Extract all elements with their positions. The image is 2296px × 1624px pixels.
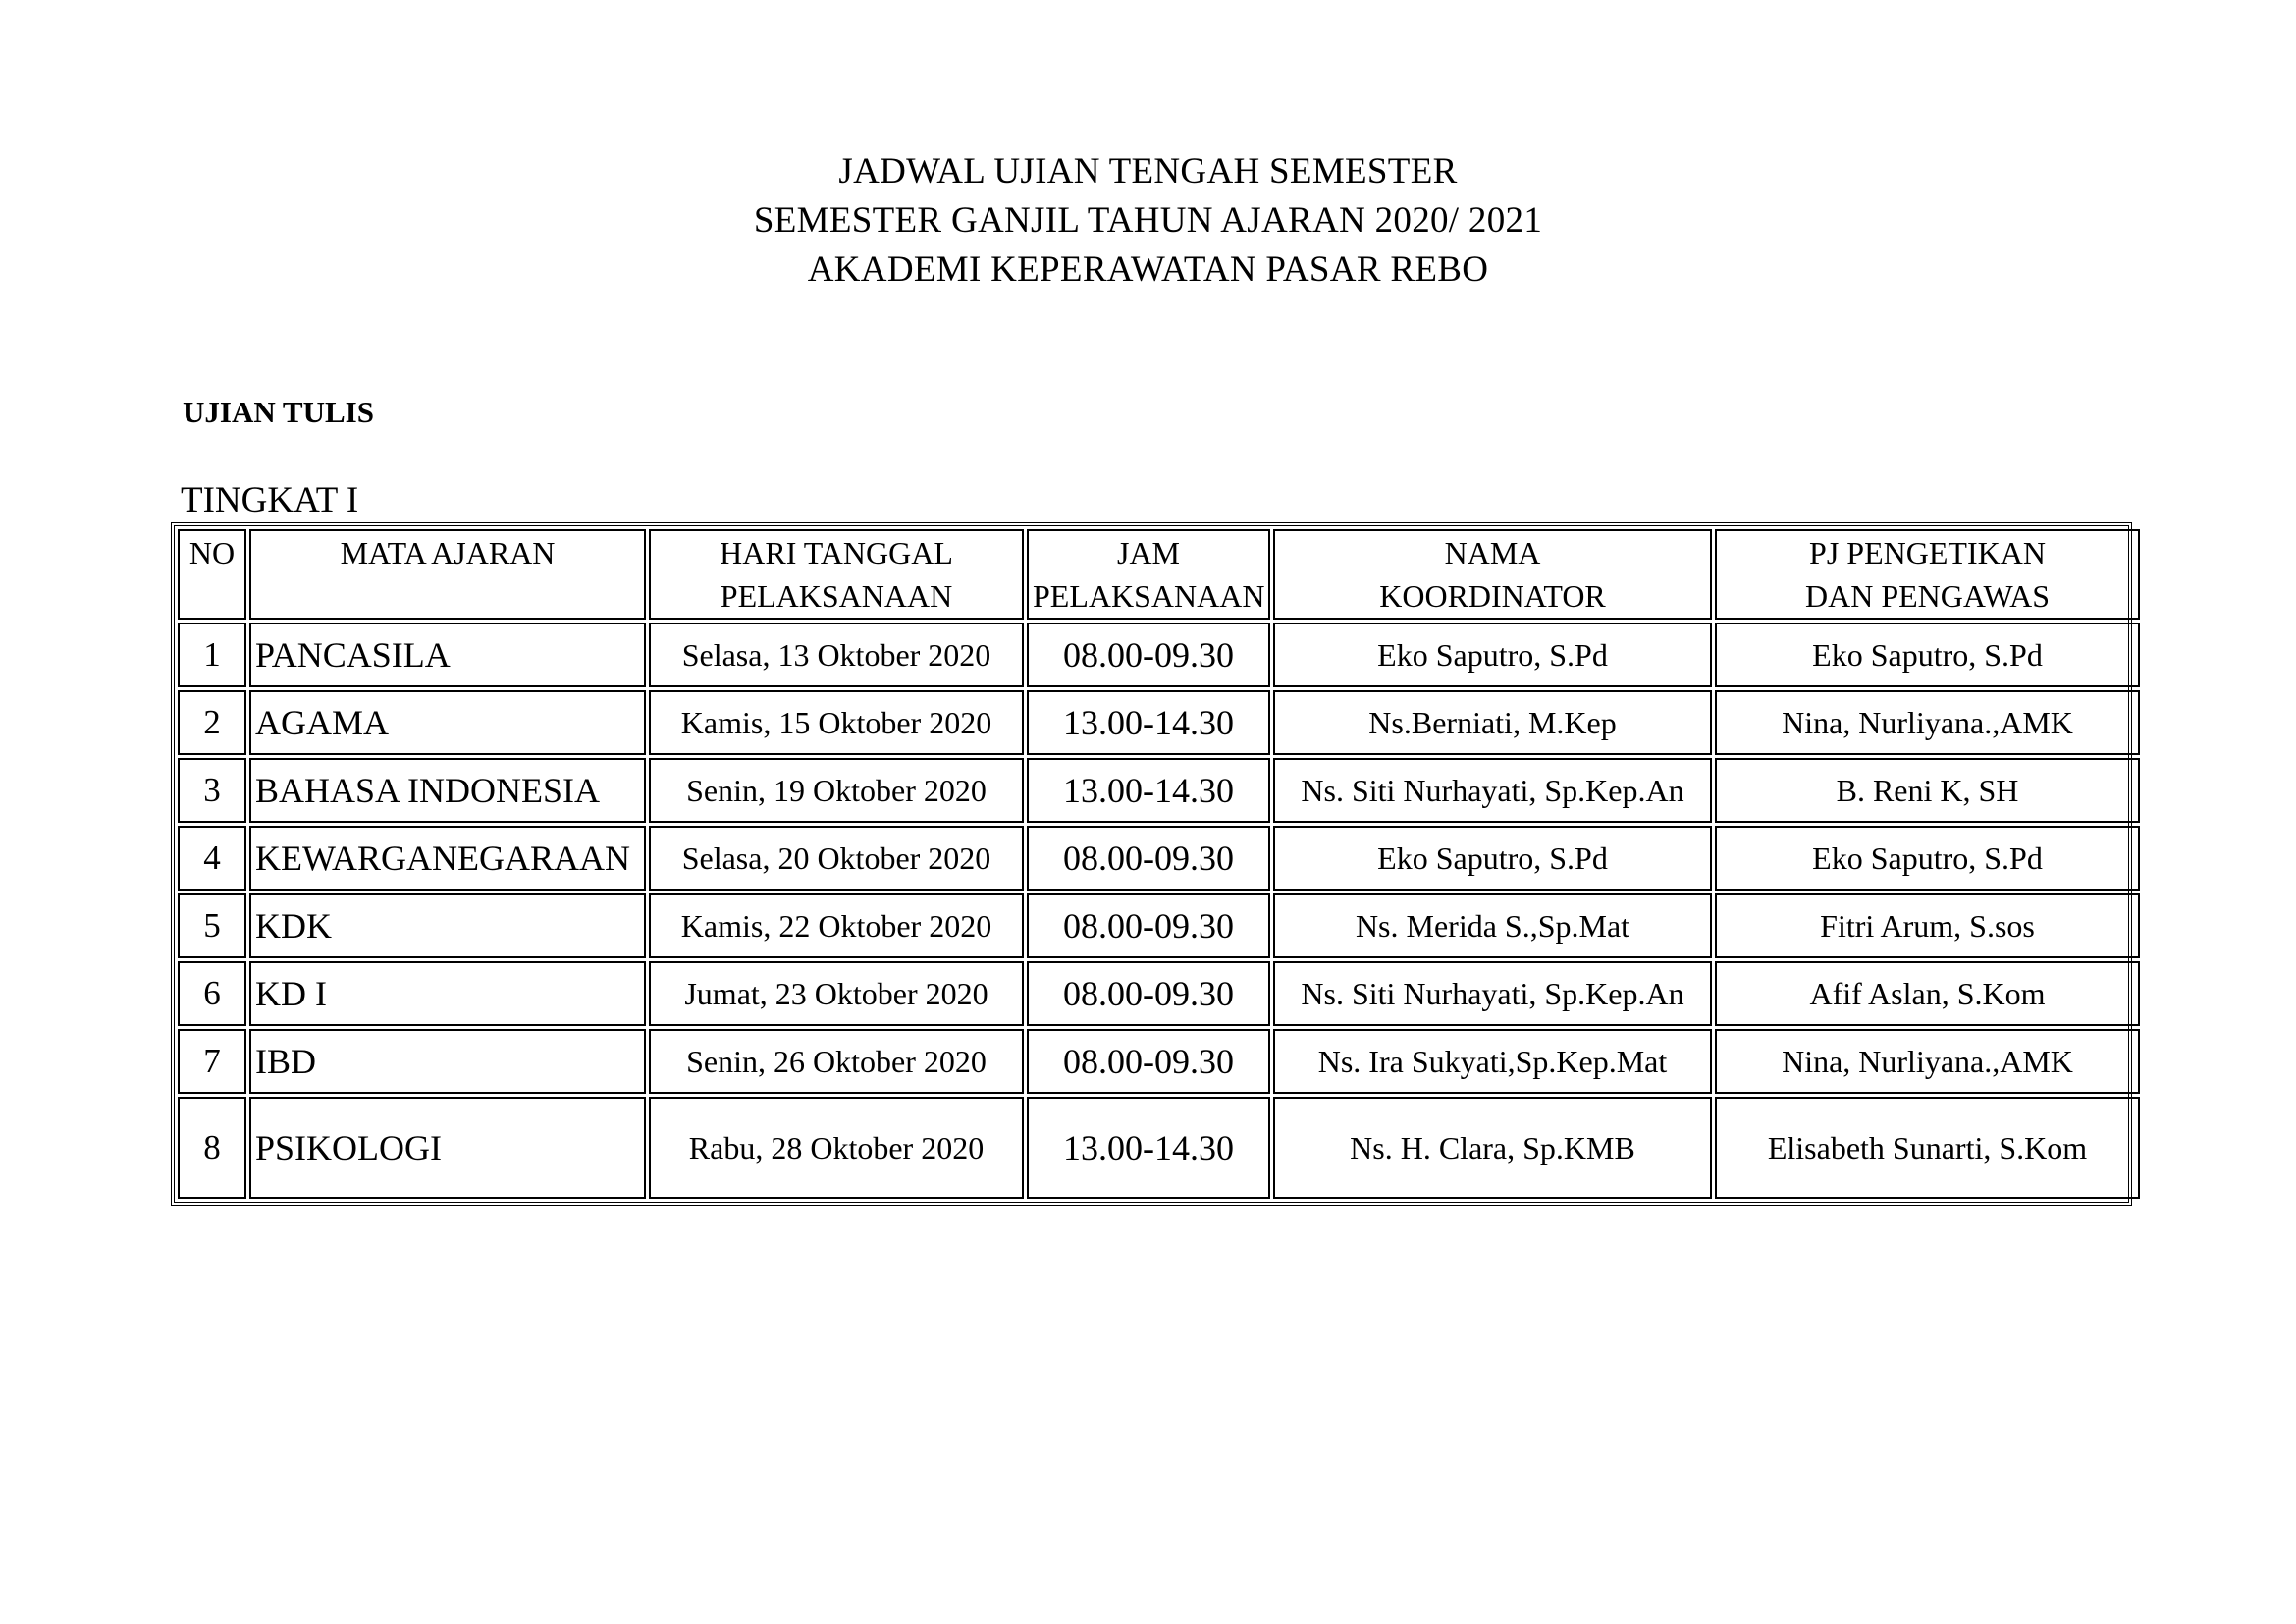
cell-mata-ajaran: AGAMA	[249, 690, 646, 755]
cell-pj: Afif Aslan, S.Kom	[1715, 961, 2140, 1026]
title-line-1: JADWAL UJIAN TENGAH SEMESTER	[838, 151, 1458, 191]
cell-jam: 13.00-14.30	[1027, 1097, 1270, 1199]
cell-jam: 08.00-09.30	[1027, 893, 1270, 958]
cell-mata-ajaran: PANCASILA	[249, 623, 646, 687]
cell-koordinator: Ns. Siti Nurhayati, Sp.Kep.An	[1273, 961, 1712, 1026]
cell-jam: 13.00-14.30	[1027, 690, 1270, 755]
level-label: TINGKAT I	[181, 480, 359, 520]
cell-hari-tanggal: Kamis, 15 Oktober 2020	[649, 690, 1024, 755]
cell-koordinator: Eko Saputro, S.Pd	[1273, 623, 1712, 687]
table-row	[178, 1097, 2140, 1199]
cell-mata-ajaran: PSIKOLOGI	[249, 1097, 646, 1199]
table-row	[178, 758, 2140, 823]
title-line-2: SEMESTER GANJIL TAHUN AJARAN 2020/ 2021	[753, 200, 1543, 241]
cell-koordinator: Ns. Siti Nurhayati, Sp.Kep.An	[1273, 758, 1712, 823]
cell-jam: 08.00-09.30	[1027, 961, 1270, 1026]
cell-mata-ajaran: KEWARGANEGARAAN	[249, 826, 646, 891]
cell-koordinator: Ns. Merida S.,Sp.Mat	[1273, 893, 1712, 958]
cell-hari-tanggal: Jumat, 23 Oktober 2020	[649, 961, 1024, 1026]
cell-hari-tanggal: Selasa, 20 Oktober 2020	[649, 826, 1024, 891]
table-row	[178, 690, 2140, 755]
cell-mata-ajaran: KDK	[249, 893, 646, 958]
header-pj: PJ PENGETIKAN DAN PENGAWAS	[1715, 529, 2140, 620]
cell-no: 5	[178, 893, 246, 958]
cell-no: 3	[178, 758, 246, 823]
cell-jam: 08.00-09.30	[1027, 623, 1270, 687]
cell-no: 8	[178, 1097, 246, 1199]
cell-jam: 13.00-14.30	[1027, 758, 1270, 823]
title-line-3: AKADEMI KEPERAWATAN PASAR REBO	[807, 249, 1489, 290]
cell-no: 4	[178, 826, 246, 891]
table-row	[178, 961, 2140, 1026]
cell-pj: Fitri Arum, S.sos	[1715, 893, 2140, 958]
cell-hari-tanggal: Selasa, 13 Oktober 2020	[649, 623, 1024, 687]
cell-pj: Nina, Nurliyana.,AMK	[1715, 690, 2140, 755]
table-row	[178, 826, 2140, 891]
cell-no: 2	[178, 690, 246, 755]
cell-koordinator: Ns. Ira Sukyati,Sp.Kep.Mat	[1273, 1029, 1712, 1094]
cell-no: 6	[178, 961, 246, 1026]
cell-pj: Eko Saputro, S.Pd	[1715, 623, 2140, 687]
cell-mata-ajaran: IBD	[249, 1029, 646, 1094]
cell-koordinator: Ns.Berniati, M.Kep	[1273, 690, 1712, 755]
cell-mata-ajaran: BAHASA INDONESIA	[249, 758, 646, 823]
table-row	[178, 623, 2140, 687]
cell-hari-tanggal: Rabu, 28 Oktober 2020	[649, 1097, 1024, 1199]
cell-jam: 08.00-09.30	[1027, 1029, 1270, 1094]
cell-no: 1	[178, 623, 246, 687]
cell-pj: Elisabeth Sunarti, S.Kom	[1715, 1097, 2140, 1199]
table-row	[178, 893, 2140, 958]
cell-hari-tanggal: Senin, 26 Oktober 2020	[649, 1029, 1024, 1094]
header-mata-ajaran: MATA AJARAN	[249, 529, 646, 620]
section-label: UJIAN TULIS	[183, 395, 374, 429]
table-row	[178, 1029, 2140, 1094]
cell-no: 7	[178, 1029, 246, 1094]
cell-hari-tanggal: Senin, 19 Oktober 2020	[649, 758, 1024, 823]
cell-hari-tanggal: Kamis, 22 Oktober 2020	[649, 893, 1024, 958]
header-jam: JAM PELAKSANAAN	[1027, 529, 1270, 620]
cell-pj: Eko Saputro, S.Pd	[1715, 826, 2140, 891]
cell-koordinator: Ns. H. Clara, Sp.KMB	[1273, 1097, 1712, 1199]
cell-pj: B. Reni K, SH	[1715, 758, 2140, 823]
cell-pj: Nina, Nurliyana.,AMK	[1715, 1029, 2140, 1094]
header-hari-tanggal: HARI TANGGAL PELAKSANAAN	[649, 529, 1024, 620]
schedule-table	[175, 526, 2143, 1202]
schedule-table-frame	[171, 522, 2132, 1206]
cell-mata-ajaran: KD I	[249, 961, 646, 1026]
document-title	[0, 147, 2296, 295]
header-nama-koordinator: NAMA KOORDINATOR	[1273, 529, 1712, 620]
cell-koordinator: Eko Saputro, S.Pd	[1273, 826, 1712, 891]
table-header-row	[178, 529, 2140, 620]
cell-jam: 08.00-09.30	[1027, 826, 1270, 891]
header-no: NO	[178, 529, 246, 620]
